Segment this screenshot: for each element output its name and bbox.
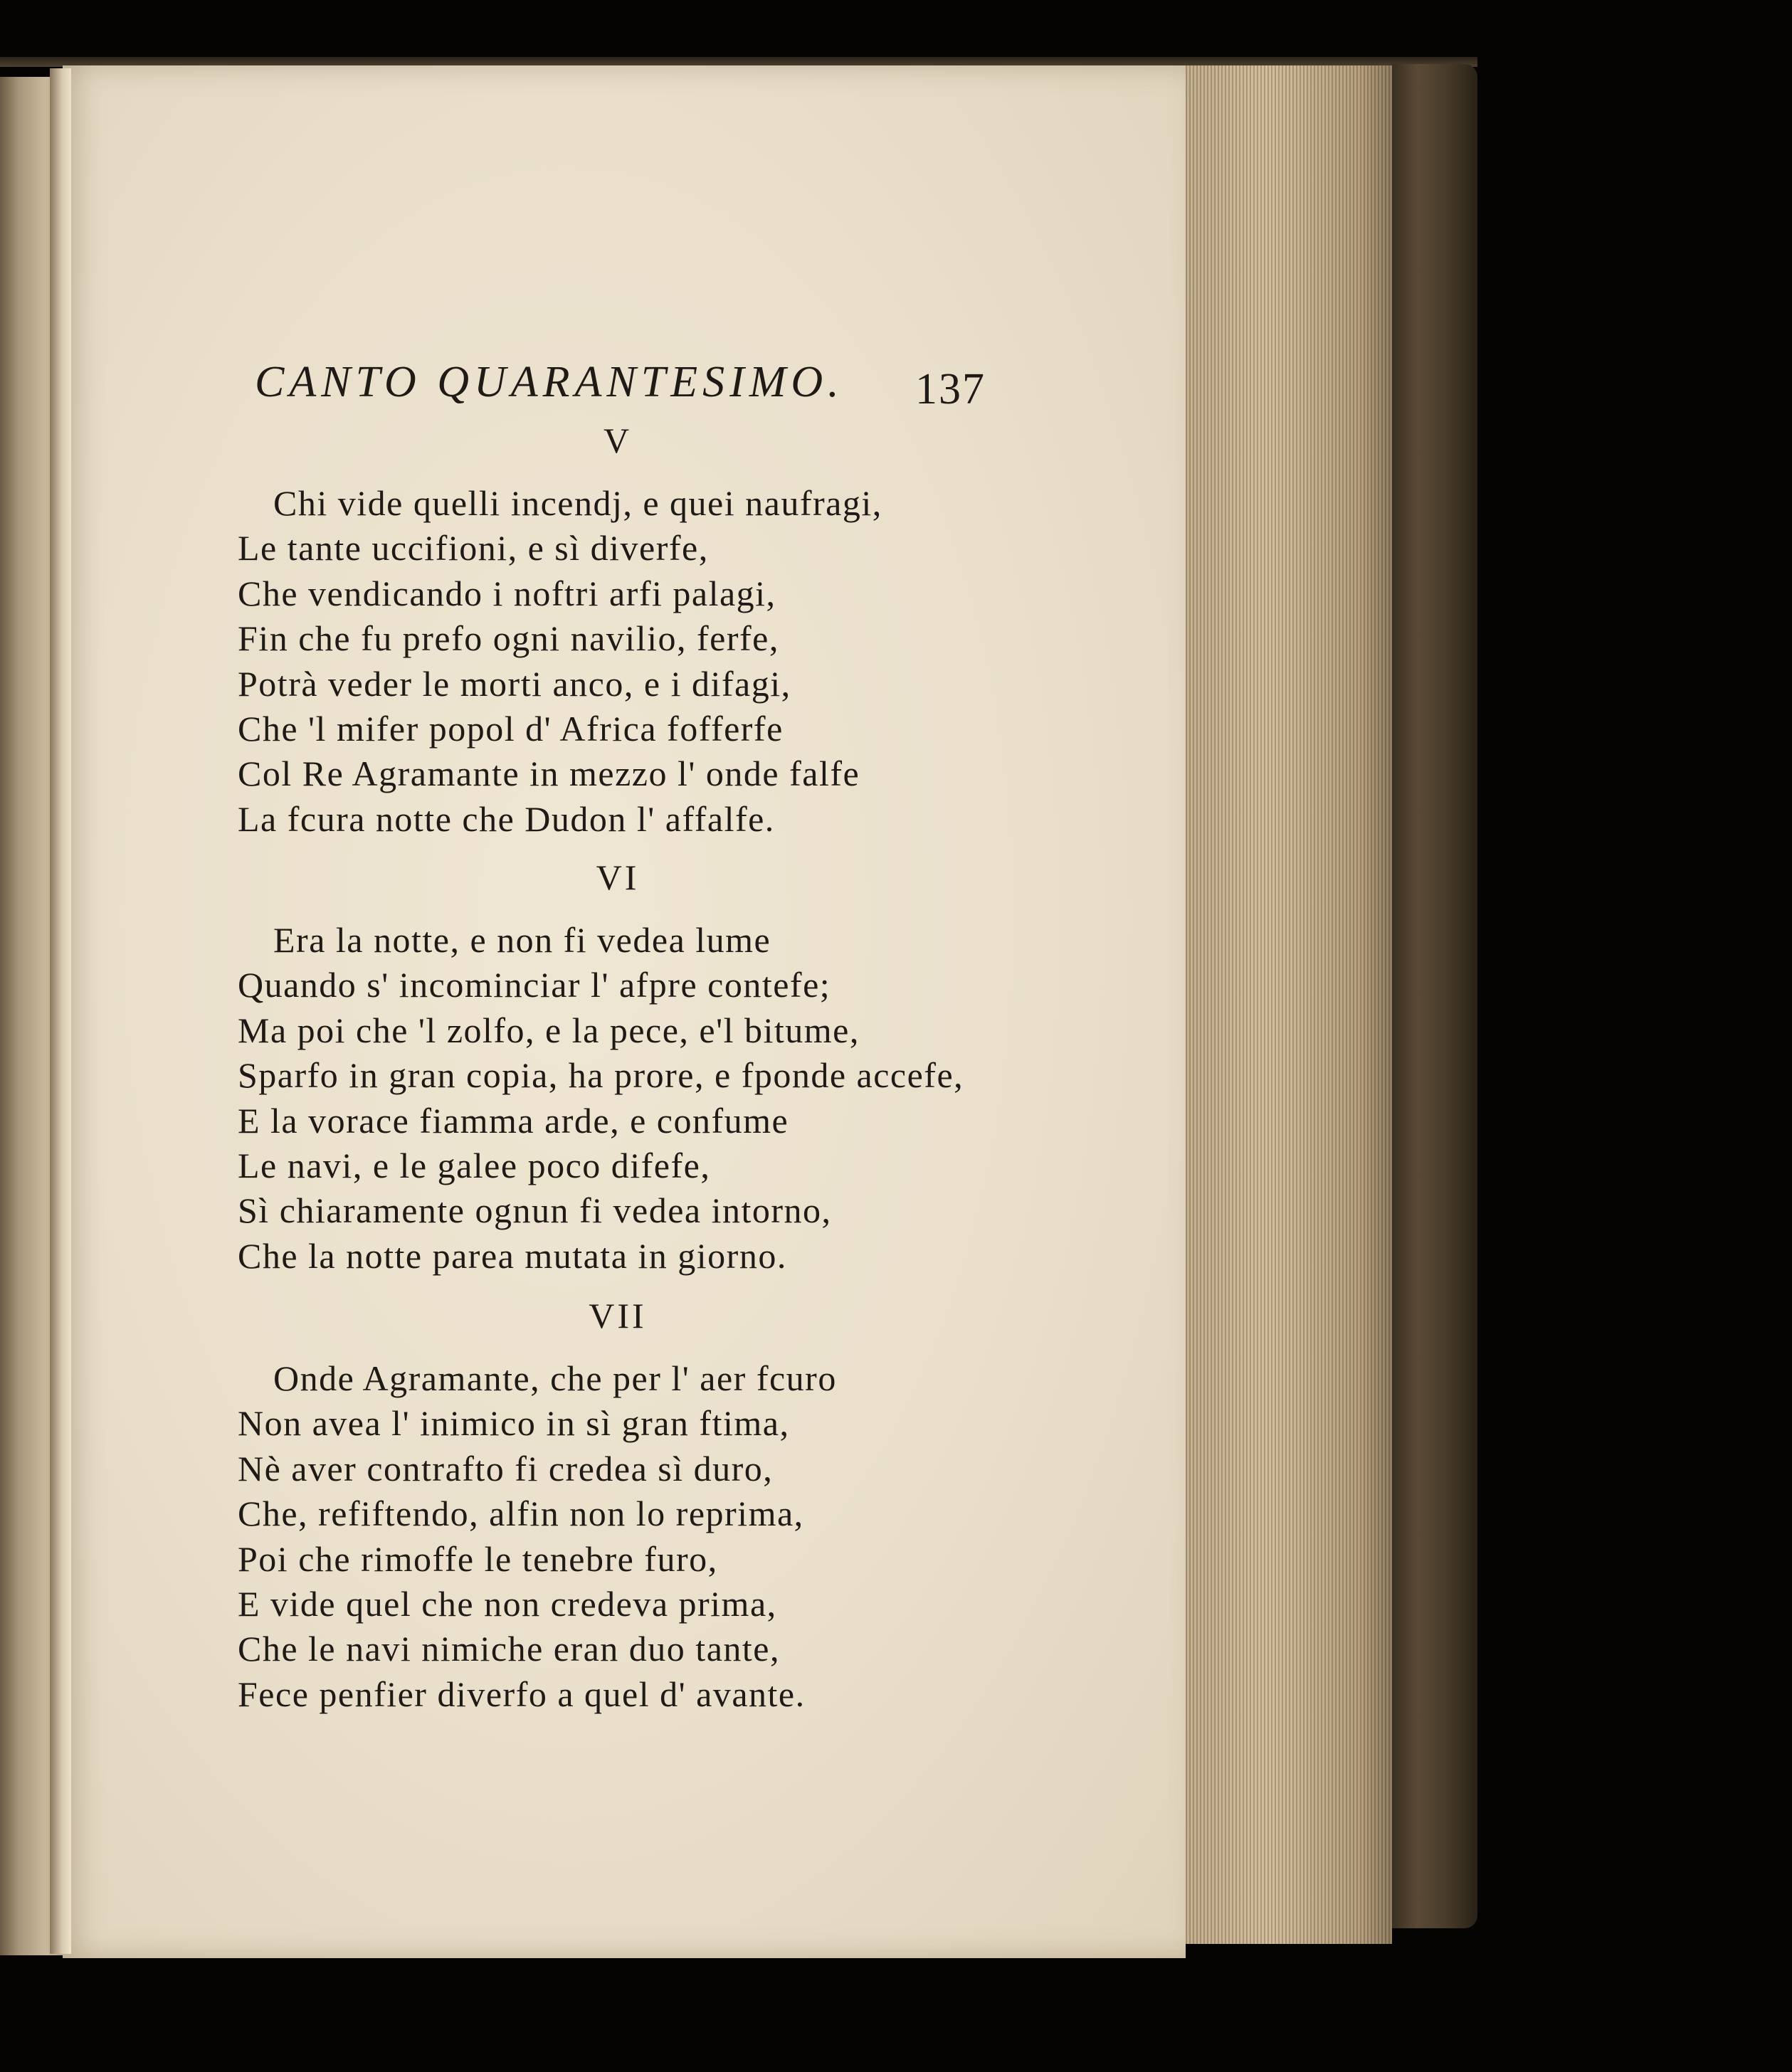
stanza-number: VII xyxy=(589,1296,647,1336)
verse-line: Che, refiftendo, alfin non lo reprima, xyxy=(238,1494,804,1534)
stanza-number: VI xyxy=(596,857,640,897)
page-number: 137 xyxy=(915,365,986,413)
book-gutter xyxy=(50,68,71,1954)
verse-line: Fin che fu prefo ogni navilio, ferfe, xyxy=(238,618,779,659)
verse-line: Le navi, e le galee poco difefe, xyxy=(238,1146,711,1186)
verse-line: Ma poi che 'l zolfo, e la pece, e'l bitume, xyxy=(238,1010,860,1050)
verse-line: Era la notte, e non fi vedea lume xyxy=(273,920,771,960)
verse-line: Che la notte parea mutata in giorno. xyxy=(238,1235,787,1276)
verse-line: Col Re Agramante in mezzo l' onde falfe xyxy=(238,754,860,794)
stanza-block xyxy=(238,481,882,842)
page-block-edge xyxy=(1186,65,1392,1944)
book-page xyxy=(63,65,1186,1958)
stanza-block xyxy=(238,918,964,1279)
verse-line: Potrà veder le morti anco, e i difagi, xyxy=(238,663,791,704)
verse-line: E vide quel che non credeva prima, xyxy=(238,1584,777,1624)
verse-line: Chi vide quelli incendj, e quei naufragi, xyxy=(273,483,882,523)
verse-line: E la vorace fiamma arde, e confume xyxy=(238,1100,789,1141)
leather-cover xyxy=(1392,64,1477,1928)
verse-line: La fcura notte che Dudon l' affalfe. xyxy=(238,798,775,839)
verse-line: Sì chiaramente ognun fi vedea intorno, xyxy=(238,1190,832,1231)
verse-line: Che 'l mifer popol d' Africa fofferfe xyxy=(238,709,784,749)
verse-line: Non avea l' inimico in sì gran ftima, xyxy=(238,1403,790,1444)
stanza-number: V xyxy=(603,421,633,460)
verse-line: Sparfo in gran copia, ha prore, e fponde accefe, xyxy=(238,1055,964,1096)
verse-line: Nè aver contrafto fi credea sì duro, xyxy=(238,1448,774,1489)
stanza-block xyxy=(238,1356,837,1717)
verse-line: Poi che rimoffe le tenebre furo, xyxy=(238,1538,718,1579)
verse-line: Le tante uccifioni, e sì diverfe, xyxy=(238,528,709,569)
verse-line: Che vendicando i noftri arfi palagi, xyxy=(238,573,776,613)
verse-line: Fece penfier diverfo a quel d' avante. xyxy=(238,1674,806,1714)
verse-line: Quando s' incominciar l' afpre contefe; xyxy=(238,965,831,1005)
verse-line: Che le navi nimiche eran duo tante, xyxy=(238,1629,780,1669)
verse-line: Onde Agramante, che per l' aer fcuro xyxy=(273,1358,837,1398)
running-head: CANTO QUARANTESIMO. xyxy=(255,358,844,406)
